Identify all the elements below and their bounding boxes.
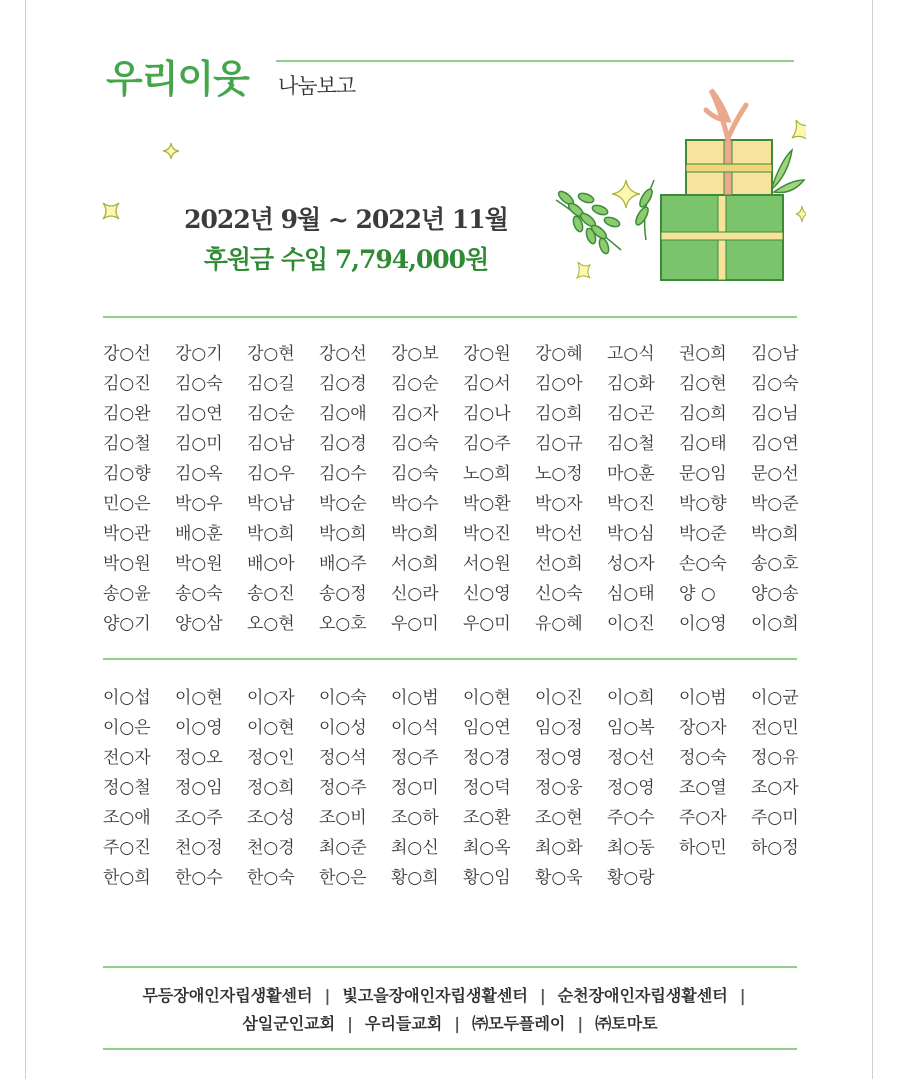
donor-name: 송○숙 bbox=[175, 584, 223, 604]
donor-name: 강○선 bbox=[319, 344, 367, 364]
donor-name: 김○숙 bbox=[751, 374, 799, 394]
donor-name: 최○옥 bbox=[463, 838, 511, 858]
donor-name: 배○아 bbox=[247, 554, 295, 574]
donor-name: 이○현 bbox=[175, 688, 223, 708]
donor-name: 김○님 bbox=[751, 404, 799, 424]
donor-name: 이○진 bbox=[535, 688, 583, 708]
report-page bbox=[25, 0, 873, 1079]
donor-row bbox=[103, 863, 823, 893]
donor-name: 김○아 bbox=[535, 374, 583, 394]
donor-name: 김○순 bbox=[391, 374, 439, 394]
donor-name: 오○현 bbox=[247, 614, 295, 634]
donor-name: 강○혜 bbox=[535, 344, 583, 364]
sponsor-name: ㈜모두플레이 bbox=[472, 1014, 566, 1033]
sponsor-line-2 bbox=[103, 1010, 797, 1038]
donor-name: 김○수 bbox=[319, 464, 367, 484]
donor-name: 김○연 bbox=[751, 434, 799, 454]
donor-name: 이○석 bbox=[391, 718, 439, 738]
donor-name: 황○임 bbox=[463, 868, 511, 888]
donor-row bbox=[103, 743, 823, 773]
donor-name: 김○규 bbox=[535, 434, 583, 454]
donor-name: 최○신 bbox=[391, 838, 439, 858]
separator: | bbox=[739, 986, 746, 1005]
donor-name: 노○정 bbox=[535, 464, 583, 484]
donor-name: 최○화 bbox=[535, 838, 583, 858]
donor-name: 김○길 bbox=[247, 374, 295, 394]
donor-name: 강○기 bbox=[175, 344, 223, 364]
donor-name: 박○준 bbox=[679, 524, 727, 544]
donor-name: 정○철 bbox=[103, 778, 151, 798]
donor-name: 조○열 bbox=[679, 778, 727, 798]
donor-name: 이○자 bbox=[247, 688, 295, 708]
donor-row bbox=[103, 713, 823, 743]
donor-name: 김○진 bbox=[103, 374, 151, 394]
donor-name: 정○오 bbox=[175, 748, 223, 768]
donor-name: 정○덕 bbox=[463, 778, 511, 798]
donor-name: 문○임 bbox=[679, 464, 727, 484]
donor-name: 천○정 bbox=[175, 838, 223, 858]
separator: | bbox=[454, 1014, 461, 1033]
donor-row bbox=[103, 459, 823, 489]
donor-name: 심○태 bbox=[607, 584, 655, 604]
donor-name: 이○영 bbox=[679, 614, 727, 634]
donor-name: 문○선 bbox=[751, 464, 799, 484]
cross-sparkle-icon bbox=[100, 200, 122, 222]
donor-row bbox=[103, 683, 823, 713]
donor-name: 이○희 bbox=[751, 614, 799, 634]
donor-name: 박○희 bbox=[751, 524, 799, 544]
donor-name: 이○희 bbox=[607, 688, 655, 708]
donor-name: 김○순 bbox=[247, 404, 295, 424]
donor-name: 송○윤 bbox=[103, 584, 151, 604]
donor-name: 정○주 bbox=[319, 778, 367, 798]
donor-name: 신○영 bbox=[463, 584, 511, 604]
sponsor-name: 순천장애인자립생활센터 bbox=[557, 986, 728, 1005]
donor-name: 정○석 bbox=[319, 748, 367, 768]
donor-name: 한○수 bbox=[175, 868, 223, 888]
divider-footer-top bbox=[103, 966, 797, 968]
donor-name: 박○희 bbox=[391, 524, 439, 544]
donor-name: 김○완 bbox=[103, 404, 151, 424]
donor-name: 이○영 bbox=[175, 718, 223, 738]
donor-name: 김○우 bbox=[247, 464, 295, 484]
sponsor-name: ㈜토마토 bbox=[595, 1014, 658, 1033]
donor-name: 전○민 bbox=[751, 718, 799, 738]
donor-name: 김○옥 bbox=[175, 464, 223, 484]
sponsor-name: 삼일군인교회 bbox=[242, 1014, 336, 1033]
donor-name: 정○선 bbox=[607, 748, 655, 768]
donor-name: 김○남 bbox=[247, 434, 295, 454]
donor-name: 김○숙 bbox=[391, 434, 439, 454]
donor-row bbox=[103, 519, 823, 549]
donor-name: 우○미 bbox=[391, 614, 439, 634]
donor-name: 김○현 bbox=[679, 374, 727, 394]
donor-name: 박○희 bbox=[247, 524, 295, 544]
donor-name: 김○나 bbox=[463, 404, 511, 424]
sponsor-name: 우리들교회 bbox=[364, 1014, 443, 1033]
donor-row bbox=[103, 773, 823, 803]
donor-name: 한○희 bbox=[103, 868, 151, 888]
donor-name: 신○숙 bbox=[535, 584, 583, 604]
donor-name: 이○현 bbox=[463, 688, 511, 708]
donor-name: 배○훈 bbox=[175, 524, 223, 544]
donor-name: 서○원 bbox=[463, 554, 511, 574]
sponsor-organizations bbox=[103, 982, 797, 1038]
donor-name: 이○범 bbox=[679, 688, 727, 708]
divider-middle bbox=[103, 658, 797, 660]
donor-name: 김○화 bbox=[607, 374, 655, 394]
donor-name: 고○식 bbox=[607, 344, 655, 364]
donor-name: 김○경 bbox=[319, 374, 367, 394]
donor-name: 양 ○ bbox=[679, 584, 716, 604]
donor-name: 정○웅 bbox=[535, 778, 583, 798]
donor-name: 최○준 bbox=[319, 838, 367, 858]
donor-name: 김○애 bbox=[319, 404, 367, 424]
donor-name: 황○랑 bbox=[607, 868, 655, 888]
donor-name: 조○환 bbox=[463, 808, 511, 828]
donor-name: 권○희 bbox=[679, 344, 727, 364]
separator: | bbox=[347, 1014, 353, 1033]
donor-name: 선○희 bbox=[535, 554, 583, 574]
donor-row bbox=[103, 803, 823, 833]
sparkle-icon bbox=[162, 142, 180, 160]
donor-name: 김○남 bbox=[751, 344, 799, 364]
donor-name: 양○송 bbox=[751, 584, 799, 604]
donor-name: 김○곤 bbox=[607, 404, 655, 424]
donor-name: 조○비 bbox=[319, 808, 367, 828]
donor-name: 주○자 bbox=[679, 808, 727, 828]
donor-name: 이○은 bbox=[103, 718, 151, 738]
header-rule bbox=[276, 60, 794, 62]
separator: | bbox=[577, 1014, 584, 1033]
divider-top bbox=[103, 316, 797, 318]
donor-list-group-1 bbox=[103, 339, 823, 639]
donor-name: 송○진 bbox=[247, 584, 295, 604]
donor-name: 성○자 bbox=[607, 554, 655, 574]
donor-name: 천○경 bbox=[247, 838, 295, 858]
donor-name: 이○범 bbox=[391, 688, 439, 708]
sponsor-line-1 bbox=[103, 982, 797, 1010]
donor-row bbox=[103, 579, 823, 609]
donor-name: 배○주 bbox=[319, 554, 367, 574]
donor-name: 민○은 bbox=[103, 494, 151, 514]
donor-name: 박○선 bbox=[535, 524, 583, 544]
donor-name: 박○우 bbox=[175, 494, 223, 514]
donor-name: 노○희 bbox=[463, 464, 511, 484]
donor-name: 송○정 bbox=[319, 584, 367, 604]
donor-name: 이○균 bbox=[751, 688, 799, 708]
donor-name: 박○수 bbox=[391, 494, 439, 514]
donor-row bbox=[103, 369, 823, 399]
report-period: 2022년 9월 ~ 2022년 11월 bbox=[184, 205, 508, 234]
donor-row bbox=[103, 549, 823, 579]
donor-name: 임○연 bbox=[463, 718, 511, 738]
donor-name: 유○혜 bbox=[535, 614, 583, 634]
donor-name: 임○정 bbox=[535, 718, 583, 738]
donor-row bbox=[103, 339, 823, 369]
donor-name: 정○인 bbox=[247, 748, 295, 768]
donor-name: 정○경 bbox=[463, 748, 511, 768]
donor-name: 황○희 bbox=[391, 868, 439, 888]
donor-name: 김○미 bbox=[175, 434, 223, 454]
donor-name: 마○훈 bbox=[607, 464, 655, 484]
donor-name: 박○진 bbox=[607, 494, 655, 514]
donor-name: 우○미 bbox=[463, 614, 511, 634]
donor-name: 이○숙 bbox=[319, 688, 367, 708]
donor-name: 정○임 bbox=[175, 778, 223, 798]
donor-name: 송○호 bbox=[751, 554, 799, 574]
donor-name: 박○남 bbox=[247, 494, 295, 514]
donor-name: 신○라 bbox=[391, 584, 439, 604]
donor-name: 김○경 bbox=[319, 434, 367, 454]
donor-name: 오○호 bbox=[319, 614, 367, 634]
donor-name: 강○선 bbox=[103, 344, 151, 364]
donor-name: 박○준 bbox=[751, 494, 799, 514]
donor-name: 박○진 bbox=[463, 524, 511, 544]
donor-name: 이○섭 bbox=[103, 688, 151, 708]
donor-name: 전○자 bbox=[103, 748, 151, 768]
donor-name: 정○영 bbox=[607, 778, 655, 798]
donor-name: 강○원 bbox=[463, 344, 511, 364]
donor-list-group-2 bbox=[103, 683, 823, 893]
donor-name: 정○유 bbox=[751, 748, 799, 768]
donor-name: 이○성 bbox=[319, 718, 367, 738]
donor-name: 조○성 bbox=[247, 808, 295, 828]
divider-footer-bottom bbox=[103, 1048, 797, 1050]
separator: | bbox=[324, 986, 331, 1005]
donor-name: 조○현 bbox=[535, 808, 583, 828]
sponsor-name: 빛고을장애인자립생활센터 bbox=[342, 986, 528, 1005]
donor-name: 박○향 bbox=[679, 494, 727, 514]
separator: | bbox=[539, 986, 546, 1005]
donor-row bbox=[103, 833, 823, 863]
donor-name: 김○숙 bbox=[175, 374, 223, 394]
donor-name: 정○희 bbox=[247, 778, 295, 798]
gift-box-illustration bbox=[546, 80, 806, 290]
donor-name: 양○삼 bbox=[175, 614, 223, 634]
donor-name: 김○주 bbox=[463, 434, 511, 454]
donor-name: 박○심 bbox=[607, 524, 655, 544]
donor-name: 박○환 bbox=[463, 494, 511, 514]
donor-name: 박○원 bbox=[175, 554, 223, 574]
donor-name: 이○진 bbox=[607, 614, 655, 634]
donor-name: 조○주 bbox=[175, 808, 223, 828]
donor-name: 손○숙 bbox=[679, 554, 727, 574]
donor-name: 임○복 bbox=[607, 718, 655, 738]
donor-name: 서○희 bbox=[391, 554, 439, 574]
donor-name: 장○자 bbox=[679, 718, 727, 738]
donor-name: 정○영 bbox=[535, 748, 583, 768]
donor-name: 강○보 bbox=[391, 344, 439, 364]
donor-name: 주○미 bbox=[751, 808, 799, 828]
donor-name: 하○민 bbox=[679, 838, 727, 858]
donor-name: 박○희 bbox=[319, 524, 367, 544]
brand-subtitle: 나눔보고 bbox=[278, 74, 356, 98]
donor-name: 조○자 bbox=[751, 778, 799, 798]
donor-row bbox=[103, 399, 823, 429]
brand-title: 우리이웃 bbox=[106, 57, 249, 101]
donor-name: 김○태 bbox=[679, 434, 727, 454]
donor-name: 박○순 bbox=[319, 494, 367, 514]
donor-name: 김○희 bbox=[535, 404, 583, 424]
donor-name: 김○철 bbox=[103, 434, 151, 454]
donor-name: 정○미 bbox=[391, 778, 439, 798]
donor-name: 김○숙 bbox=[391, 464, 439, 484]
sponsor-name: 무등장애인자립생활센터 bbox=[142, 986, 313, 1005]
donor-name: 양○기 bbox=[103, 614, 151, 634]
donor-name: 정○주 bbox=[391, 748, 439, 768]
donor-name: 정○숙 bbox=[679, 748, 727, 768]
donor-name: 박○관 bbox=[103, 524, 151, 544]
donor-name: 김○자 bbox=[391, 404, 439, 424]
donor-name: 한○숙 bbox=[247, 868, 295, 888]
donor-name: 최○동 bbox=[607, 838, 655, 858]
donor-row bbox=[103, 609, 823, 639]
donor-name: 조○하 bbox=[391, 808, 439, 828]
donor-name: 이○현 bbox=[247, 718, 295, 738]
donor-name: 주○진 bbox=[103, 838, 151, 858]
donor-row bbox=[103, 489, 823, 519]
donor-name: 하○정 bbox=[751, 838, 799, 858]
donor-name: 박○자 bbox=[535, 494, 583, 514]
donor-name: 강○현 bbox=[247, 344, 295, 364]
donor-name: 박○원 bbox=[103, 554, 151, 574]
donor-name: 김○연 bbox=[175, 404, 223, 424]
donor-name: 주○수 bbox=[607, 808, 655, 828]
donor-name: 김○철 bbox=[607, 434, 655, 454]
donor-row bbox=[103, 429, 823, 459]
donor-name: 한○은 bbox=[319, 868, 367, 888]
donor-name: 김○서 bbox=[463, 374, 511, 394]
donor-name: 황○욱 bbox=[535, 868, 583, 888]
donation-income: 후원금 수입 7,794,000원 bbox=[203, 245, 489, 274]
donor-name: 조○애 bbox=[103, 808, 151, 828]
donor-name: 김○향 bbox=[103, 464, 151, 484]
donor-name: 김○희 bbox=[679, 404, 727, 424]
